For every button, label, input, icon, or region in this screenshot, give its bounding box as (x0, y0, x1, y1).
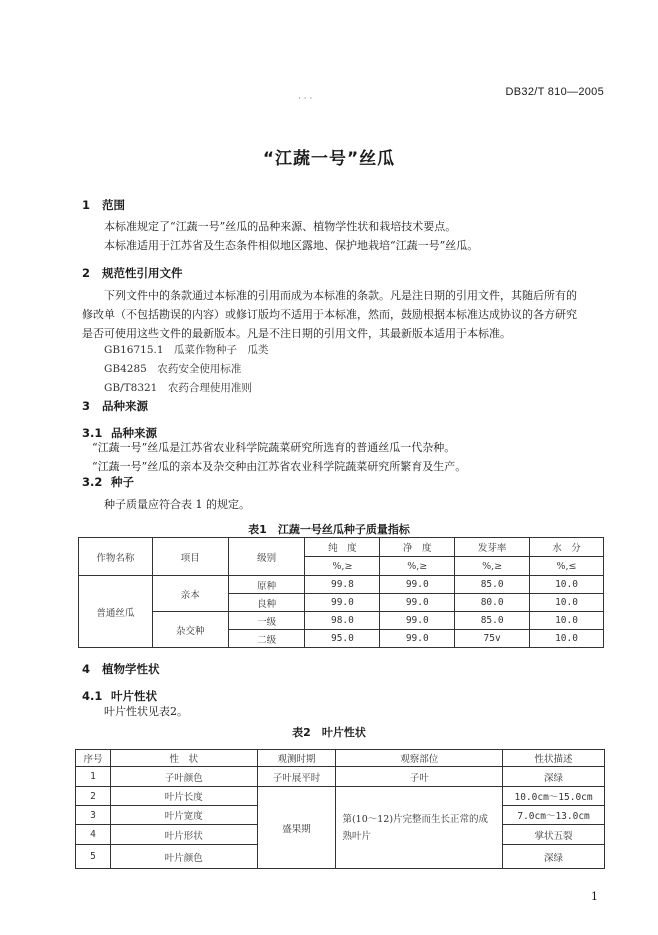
header-period: 观测时期 (257, 750, 336, 767)
trait-cell: 叶片长度 (110, 787, 257, 806)
table-row (79, 576, 604, 594)
section-number: 1 (82, 198, 91, 212)
section-3-2-body (104, 495, 250, 514)
header-moisture: 水 分 (530, 538, 604, 557)
table-row (76, 767, 605, 787)
seq-cell: 3 (76, 806, 111, 825)
paragraph-line: 本标准规定了“江蔬一号”丝瓜的品种来源、植物学性状和栽培技术要点。 (104, 220, 457, 233)
section-number: 3.1 (82, 426, 103, 440)
reference-item: GB/T8321 农药合理使用准则 (104, 382, 252, 394)
desc-cell: 深绿 (503, 845, 605, 869)
seq-cell: 5 (76, 845, 111, 869)
section-title: 规范性引用文件 (102, 266, 183, 280)
header-trait: 性 状 (110, 750, 257, 767)
table-header-row (79, 538, 604, 557)
table-row (76, 787, 605, 806)
desc-cell: 10.0cm～15.0cm (503, 787, 605, 806)
paragraph-line: “江蔬一号”丝瓜是江苏省农业科学院蔬菜研究所选育的普通丝瓜一代杂种。 (92, 441, 456, 454)
paragraph-line: 种子质量应符合表 1 的规定。 (104, 498, 250, 511)
table-2-caption: 表2 叶片性状 (292, 726, 366, 739)
grade-cell: 原种 (228, 576, 305, 594)
paragraph-line: 下列文件中的条款通过本标准的引用而成为本标准的条款。凡是注日期的引用文件，其随后所有的 (104, 289, 577, 302)
reference-item: GB16715.1 瓜菜作物种子 瓜类 (104, 344, 269, 356)
section-number: 4.1 (82, 689, 103, 703)
paragraph-line: 是否可使用这些文件的最新版本。凡是不注日期的引用文件，其最新版本适用于本标准。 (82, 327, 511, 340)
section-2-heading (82, 265, 183, 281)
moisture-cell: 10.0 (530, 630, 604, 648)
seq-cell: 2 (76, 787, 111, 806)
purity-cell: 98.0 (305, 612, 380, 630)
clarity-cell: 99.0 (380, 576, 455, 594)
table-1-caption: 表1 江蔬一号丝瓜种子质量指标 (248, 523, 410, 536)
section-title: 种子 (111, 475, 134, 489)
header-germination: 发芽率 (455, 538, 530, 557)
page-number: 1 (591, 890, 598, 903)
unit-moisture: %,≤ (530, 557, 604, 576)
header-specks: · · · (298, 94, 313, 104)
purity-cell: 95.0 (305, 630, 380, 648)
standard-code: DB32/T 810—2005 (505, 86, 604, 98)
section-title: 范围 (102, 198, 125, 212)
germination-cell: 85.0 (455, 612, 530, 630)
grade-cell: 二级 (228, 630, 305, 648)
section-4-heading (82, 661, 160, 677)
header-grade: 级别 (228, 538, 305, 576)
unit-purity: %,≥ (305, 557, 380, 576)
moisture-cell: 10.0 (530, 576, 604, 594)
desc-cell: 7.0cm～13.0cm (503, 806, 605, 825)
part-merged-cell: 第(10～12)片完整而生长正常的成熟叶片 (336, 787, 503, 869)
seed-quality-table (78, 537, 604, 648)
section-1-body (104, 217, 478, 255)
paragraph-line: 叶片性状见表2。 (104, 705, 188, 718)
grade-cell: 良种 (228, 594, 305, 612)
paragraph-line: “江蔬一号”丝瓜的亲本及杂交种由江苏省农业科学院蔬菜研究所繁育及生产。 (92, 460, 467, 473)
leaf-traits-table (75, 749, 605, 869)
section-2-body (82, 286, 577, 343)
germination-cell: 75v (455, 630, 530, 648)
unit-germination: %,≥ (455, 557, 530, 576)
paragraph-line: 本标准适用于江苏省及生态条件相似地区露地、保护地栽培“江蔬一号”丝瓜。 (104, 239, 479, 252)
trait-cell: 叶片颜色 (110, 845, 257, 869)
trait-cell: 叶片宽度 (110, 806, 257, 825)
section-title: 叶片性状 (111, 689, 157, 703)
header-crop: 作物名称 (79, 538, 153, 576)
header-seq: 序号 (76, 750, 111, 767)
clarity-cell: 99.0 (380, 612, 455, 630)
purity-cell: 99.8 (305, 576, 380, 594)
seq-cell: 1 (76, 767, 111, 787)
document-title: “江蔬一号”丝瓜 (262, 149, 396, 169)
clarity-cell: 99.0 (380, 594, 455, 612)
purity-cell: 99.0 (305, 594, 380, 612)
section-1-heading (82, 197, 125, 213)
germination-cell: 85.0 (455, 576, 530, 594)
section-number: 3.2 (82, 475, 103, 489)
section-3-1-body (92, 438, 466, 476)
moisture-cell: 10.0 (530, 612, 604, 630)
moisture-cell: 10.0 (530, 594, 604, 612)
period-merged-cell: 盛果期 (257, 787, 336, 869)
header-purity: 纯 度 (305, 538, 380, 557)
trait-cell: 叶片形状 (110, 825, 257, 845)
crop-name-cell: 普通丝瓜 (79, 576, 153, 648)
germination-cell: 80.0 (455, 594, 530, 612)
section-number: 2 (82, 266, 91, 280)
seq-cell: 4 (76, 825, 111, 845)
section-3-heading (82, 398, 148, 414)
header-clarity: 净 度 (380, 538, 455, 557)
section-title: 植物学性状 (102, 662, 160, 676)
period-cell: 子叶展平时 (257, 767, 336, 787)
header-desc: 性状描述 (503, 750, 605, 767)
section-number: 3 (82, 399, 91, 413)
item-parent-cell: 亲本 (152, 576, 228, 612)
section-title: 品种来源 (111, 426, 157, 440)
table-row (79, 612, 604, 630)
header-part: 观察部位 (336, 750, 503, 767)
reference-list (104, 341, 269, 398)
desc-cell: 深绿 (503, 767, 605, 787)
part-cell: 子叶 (336, 767, 503, 787)
reference-item: GB4285 农药安全使用标准 (104, 363, 242, 375)
section-number: 4 (82, 662, 91, 676)
desc-cell: 掌状五裂 (503, 825, 605, 845)
header-item: 项目 (152, 538, 228, 576)
section-title: 品种来源 (102, 399, 148, 413)
unit-clarity: %,≥ (380, 557, 455, 576)
paragraph-line: 修改单（不包括勘误的内容）或修订版均不适用于本标准，然而，鼓励根据本标准达成协议的各方研究 (82, 308, 577, 321)
clarity-cell: 99.0 (380, 630, 455, 648)
trait-cell: 子叶颜色 (110, 767, 257, 787)
grade-cell: 一级 (228, 612, 305, 630)
table-header-row (76, 750, 605, 767)
section-4-1-body (104, 702, 188, 721)
item-hybrid-cell: 杂交种 (152, 612, 228, 648)
section-3-2-heading (82, 474, 134, 490)
